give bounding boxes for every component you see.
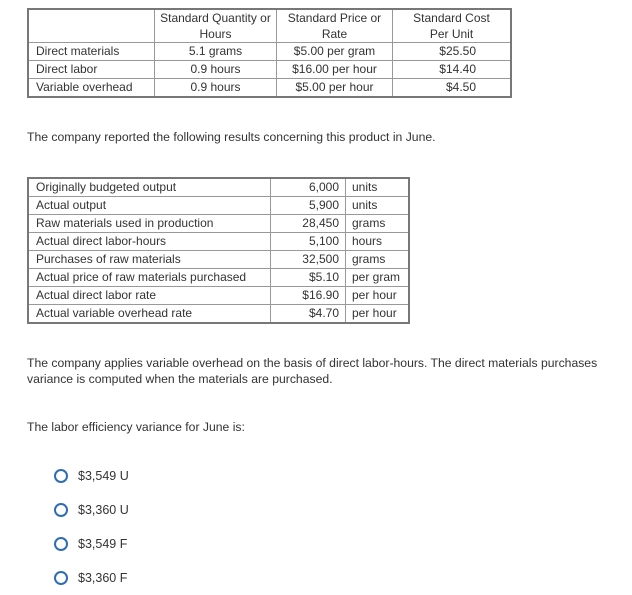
result-value: $5.10 xyxy=(271,269,346,287)
row-label: Direct materials xyxy=(28,43,155,61)
header-cell-standard-price xyxy=(277,9,393,43)
results-table xyxy=(27,177,410,324)
header-cell-standard-quantity xyxy=(155,9,277,43)
table-row xyxy=(28,178,409,197)
table-row xyxy=(28,215,409,233)
header-line: Hours xyxy=(199,27,232,41)
table-row xyxy=(28,197,409,215)
standard-cost-cell: $25.50 xyxy=(393,43,512,61)
table-row xyxy=(28,269,409,287)
standard-quantity-cell: 0.9 hours xyxy=(155,61,277,79)
header-line: Per Unit xyxy=(429,27,474,41)
header-line: Rate xyxy=(321,27,348,41)
standard-table-header-row xyxy=(28,9,511,43)
standard-quantity-cell: 0.9 hours xyxy=(155,79,277,98)
result-label: Actual variable overhead rate xyxy=(28,305,271,324)
header-line: Standard Quantity or xyxy=(160,11,271,25)
result-unit: hours xyxy=(346,233,410,251)
result-label: Actual direct labor-hours xyxy=(28,233,271,251)
standard-price-cell: $5.00 per gram xyxy=(277,43,393,61)
answer-option-1[interactable] xyxy=(54,459,129,493)
result-label: Actual price of raw materials purchased xyxy=(28,269,271,287)
table-row xyxy=(28,287,409,305)
radio-button-icon[interactable] xyxy=(54,503,68,517)
result-unit: per gram xyxy=(346,269,410,287)
result-value: $4.70 xyxy=(271,305,346,324)
result-unit: grams xyxy=(346,215,410,233)
standard-cost-table xyxy=(27,8,512,98)
radio-button-icon[interactable] xyxy=(54,537,68,551)
table-row xyxy=(28,305,409,324)
result-label: Actual output xyxy=(28,197,271,215)
intro-text: The company reported the following results concerning this product in June. xyxy=(27,130,436,144)
table-row xyxy=(28,233,409,251)
row-label: Direct labor xyxy=(28,61,155,79)
result-value: 6,000 xyxy=(271,178,346,197)
header-line: Standard Price or xyxy=(287,11,382,25)
table-row xyxy=(28,43,511,61)
result-value: 32,500 xyxy=(271,251,346,269)
radio-button-icon[interactable] xyxy=(54,469,68,483)
result-value: 5,900 xyxy=(271,197,346,215)
option-label: $3,549 F xyxy=(78,537,128,551)
result-unit: per hour xyxy=(346,305,410,324)
result-label: Purchases of raw materials xyxy=(28,251,271,269)
answer-option-3[interactable] xyxy=(54,527,129,561)
radio-button-icon[interactable] xyxy=(54,571,68,585)
row-label: Variable overhead xyxy=(28,79,155,98)
result-unit: units xyxy=(346,197,410,215)
result-label: Raw materials used in production xyxy=(28,215,271,233)
standard-cost-cell: $4.50 xyxy=(393,79,512,98)
result-value: 5,100 xyxy=(271,233,346,251)
option-label: $3,549 U xyxy=(78,469,129,483)
header-cell-blank xyxy=(28,9,155,43)
result-unit: grams xyxy=(346,251,410,269)
result-label: Originally budgeted output xyxy=(28,178,271,197)
result-unit: units xyxy=(346,178,410,197)
standard-price-cell: $5.00 per hour xyxy=(277,79,393,98)
header-cell-standard-cost xyxy=(393,9,512,43)
table-row xyxy=(28,61,511,79)
standard-quantity-cell: 5.1 grams xyxy=(155,43,277,61)
option-label: $3,360 F xyxy=(78,571,128,585)
note-text: The company applies variable overhead on the basis of direct labor-hours. The direct materials purchases variance is computed when the materials are purchased. xyxy=(27,356,598,386)
answer-option-2[interactable] xyxy=(54,493,129,527)
result-value: $16.90 xyxy=(271,287,346,305)
answer-options xyxy=(54,459,129,595)
question-text: The labor efficiency variance for June is: xyxy=(27,420,245,434)
standard-cost-cell: $14.40 xyxy=(393,61,512,79)
result-unit: per hour xyxy=(346,287,410,305)
header-line: Standard Cost xyxy=(413,11,490,25)
option-label: $3,360 U xyxy=(78,503,129,517)
standard-price-cell: $16.00 per hour xyxy=(277,61,393,79)
result-value: 28,450 xyxy=(271,215,346,233)
answer-option-4[interactable] xyxy=(54,561,129,595)
table-row xyxy=(28,79,511,98)
result-label: Actual direct labor rate xyxy=(28,287,271,305)
table-row xyxy=(28,251,409,269)
